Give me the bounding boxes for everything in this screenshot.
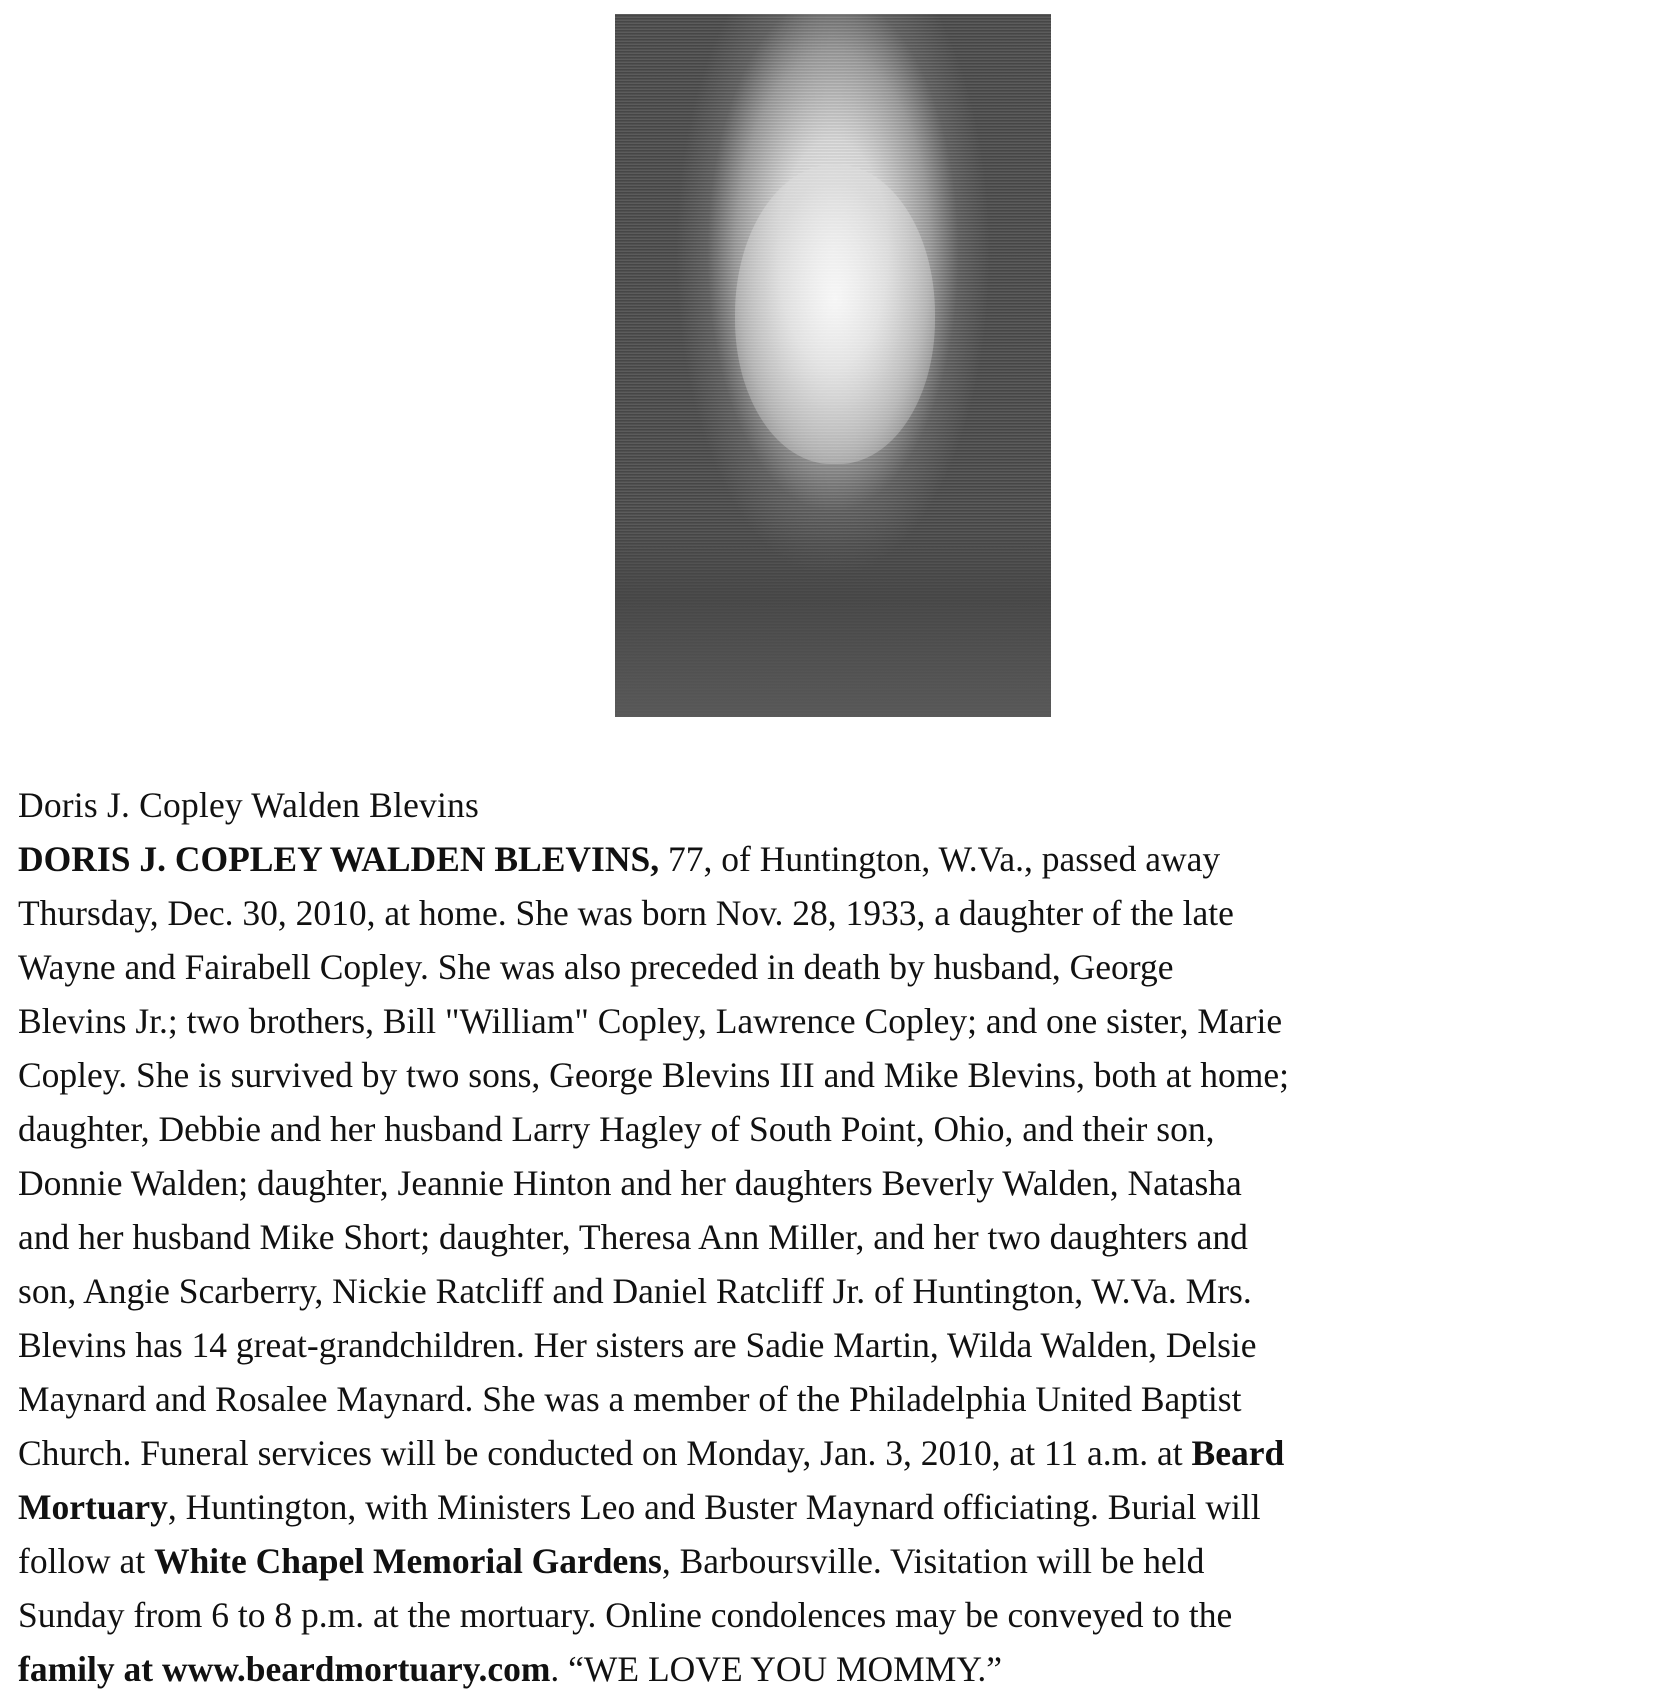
- obituary-line: [18, 1426, 1638, 1480]
- obituary-line: [18, 1372, 1638, 1426]
- obituary-text-segment: Maynard and Rosalee Maynard. She was a member of the Philadelphia United Baptist: [18, 1379, 1242, 1419]
- portrait-photo: [615, 14, 1051, 717]
- obituary-text-segment: Copley. She is survived by two sons, George Blevins III and Mike Blevins, both at home;: [18, 1055, 1289, 1095]
- obituary-line: [18, 1318, 1638, 1372]
- obituary-line: [18, 1264, 1638, 1318]
- obituary-line: [18, 1102, 1638, 1156]
- obituary-text-segment: , Barboursville. Visitation will be held: [661, 1541, 1205, 1581]
- obituary-text-segment: Thursday, Dec. 30, 2010, at home. She was born Nov. 28, 1933, a daughter of the late: [18, 893, 1234, 933]
- obituary-text-segment: son, Angie Scarberry, Nickie Ratcliff and Daniel Ratcliff Jr. of Huntington, W.Va. Mrs.: [18, 1271, 1252, 1311]
- obituary-line: [18, 1588, 1638, 1642]
- obituary-line: [18, 1480, 1638, 1534]
- obituary-text-segment: Sunday from 6 to 8 p.m. at the mortuary. Online condolences may be conveyed to the: [18, 1595, 1233, 1635]
- obituary-text-segment: Donnie Walden; daughter, Jeannie Hinton and her daughters Beverly Walden, Natasha: [18, 1163, 1242, 1203]
- obituary-text-segment: Blevins has 14 great-grandchildren. Her sisters are Sadie Martin, Wilda Walden, Delsie: [18, 1325, 1257, 1365]
- obituary-line: [18, 1048, 1638, 1102]
- portrait-shoulders: [615, 517, 1051, 717]
- obituary-text-segment: and her husband Mike Short; daughter, Theresa Ann Miller, and her two daughters and: [18, 1217, 1248, 1257]
- obituary-text-segment: Church. Funeral services will be conducted on Monday, Jan. 3, 2010, at 11 a.m. at: [18, 1433, 1192, 1473]
- obituary-text-segment: . “WE LOVE YOU MOMMY.”: [550, 1649, 1003, 1689]
- obituary-line: [18, 940, 1638, 994]
- obituary-bold-text: Mortuary: [18, 1487, 168, 1527]
- obituary-line: [18, 1210, 1638, 1264]
- obituary-text-segment: follow at: [18, 1541, 155, 1581]
- obituary-line: [18, 1642, 1638, 1696]
- obituary-text-segment: , Huntington, with Ministers Leo and Buster Maynard officiating. Burial will: [167, 1487, 1261, 1527]
- obituary-text-segment: Wayne and Fairabell Copley. She was also preceded in death by husband, George: [18, 947, 1174, 987]
- obituary-text-segment: 77, of Huntington, W.Va., passed away: [659, 839, 1221, 879]
- obituary-text-segment: daughter, Debbie and her husband Larry Hagley of South Point, Ohio, and their son,: [18, 1109, 1215, 1149]
- obituary-bold-text: White Chapel Memorial Gardens: [154, 1541, 662, 1581]
- obituary-line: [18, 832, 1638, 886]
- obituary-line: [18, 1534, 1638, 1588]
- obituary-line: [18, 886, 1638, 940]
- obituary-bold-text: Beard: [1191, 1433, 1285, 1473]
- obituary-text-segment: Blevins Jr.; two brothers, Bill "William" Copley, Lawrence Copley; and one sister, Marie: [18, 1001, 1283, 1041]
- obituary-line: [18, 1156, 1638, 1210]
- obituary-bold-text: family at www.beardmortuary.com: [18, 1649, 551, 1689]
- obituary-heading: Doris J. Copley Walden Blevins: [18, 785, 479, 825]
- obituary-text: [18, 778, 1638, 1696]
- obituary-body: [18, 832, 1638, 1696]
- portrait-face: [735, 164, 935, 464]
- obituary-bold-text: DORIS J. COPLEY WALDEN BLEVINS,: [18, 839, 660, 879]
- obituary-line: [18, 994, 1638, 1048]
